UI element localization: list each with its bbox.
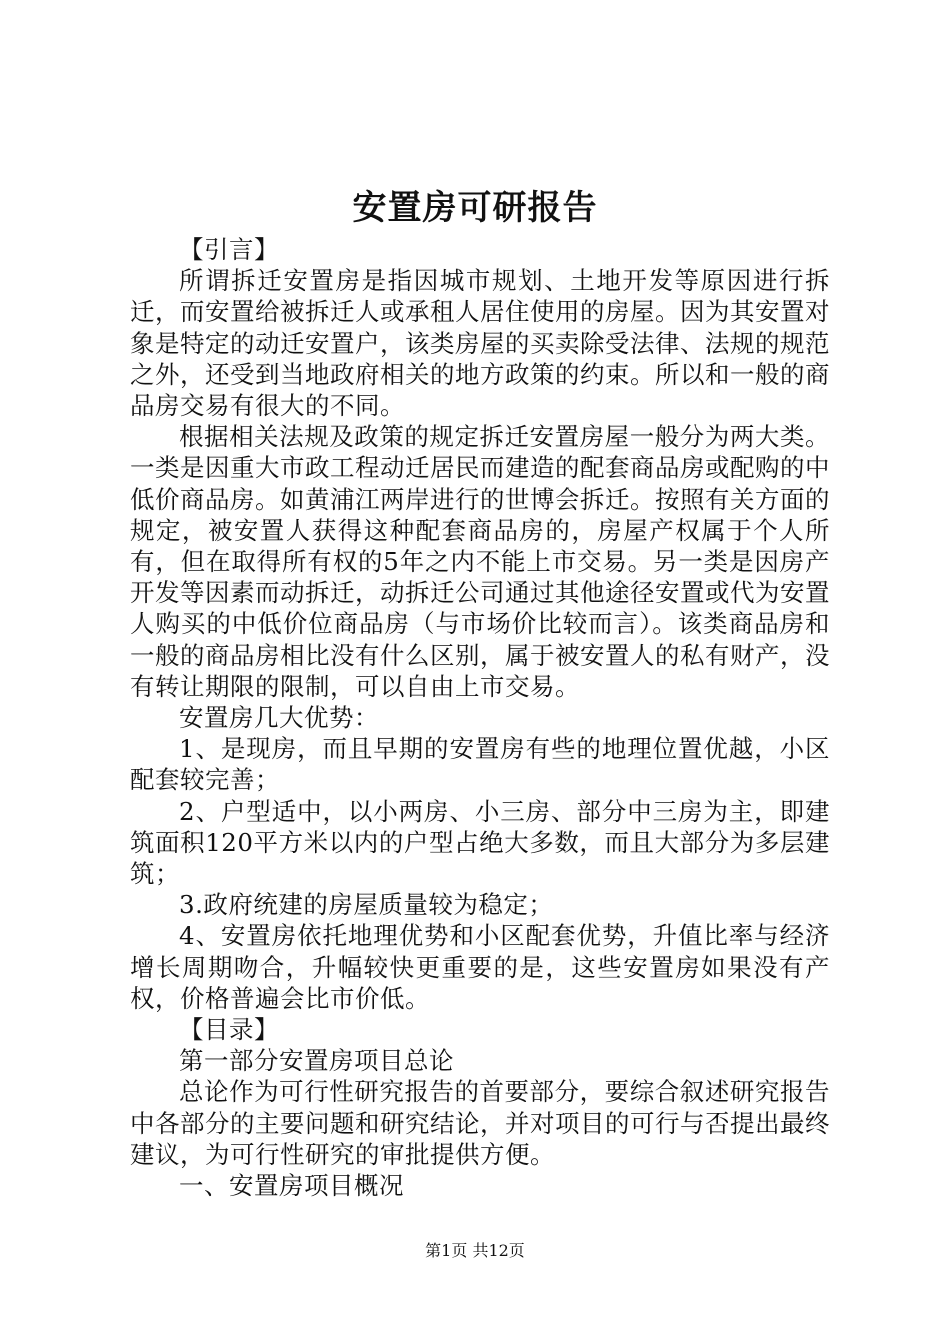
subsection-heading-project-overview: 一、安置房项目概况 <box>179 1171 404 1201</box>
advantage-item-3: 3.政府统建的房屋质量较为稳定； <box>179 890 554 920</box>
advantage-item-4: 4、安置房依托地理优势和小区配套优势，升值比率与经济增长周期吻合，升幅较快更重要的是，这些安置房如果没有产权，价格普遍会比市价低。 <box>130 921 830 1013</box>
page-number-footer: 第1页 共12页 <box>425 1241 525 1260</box>
section-heading-contents: 【目录】 <box>179 1015 279 1045</box>
advantages-heading: 安置房几大优势： <box>179 703 379 733</box>
advantage-item-1: 1、是现房，而且早期的安置房有些的地理位置优越，小区配套较完善； <box>130 734 830 795</box>
document-body <box>130 234 830 1201</box>
part-one-heading: 第一部分安置房项目总论 <box>179 1046 454 1076</box>
advantage-item-2: 2、户型适中，以小两房、小三房、部分中三房为主，即建筑面积120平方米以内的户型占绝大多数，而且大部分为多层建筑； <box>130 796 830 889</box>
paragraph-overview: 总论作为可行性研究报告的首要部分，要综合叙述研究报告中各部分的主要问题和研究结论，并对项目的可行与否提出最终建议，为可行性研究的审批提供方便。 <box>130 1077 830 1169</box>
paragraph-definition: 所谓拆迁安置房是指因城市规划、土地开发等原因进行拆迁，而安置给被拆迁人或承租人居住使用的房屋。因为其安置对象是特定的动迁安置户，该类房屋的买卖除受法律、法规的规范之外，还受到当地政府相关的地方政策的约束。所以和一般的商品房交易有很大的不同。 <box>130 266 830 421</box>
document-title: 安置房可研报告 <box>352 188 598 228</box>
paragraph-categories: 根据相关法规及政策的规定拆迁安置房屋一般分为两大类。一类是因重大市政工程动迁居民而建造的配套商品房或配购的中低价商品房。如黄浦江两岸进行的世博会拆迁。按照有关方面的规定，被安置人获得这种配套商品房的，房屋产权属于个人所有，但在取得所有权的5年之内不能上市交易。另一类是因房产开发等因素而动拆迁，动拆迁公司通过其他途径安置或代为安置人购买的中低价位商品房（与市场价比较而言）。该类商品房和一般的商品房相比没有什么区别，属于被安置人的私有财产，没有转让期限的限制，可以自由上市交易。 <box>130 422 830 701</box>
section-heading-intro: 【引言】 <box>179 235 279 264</box>
